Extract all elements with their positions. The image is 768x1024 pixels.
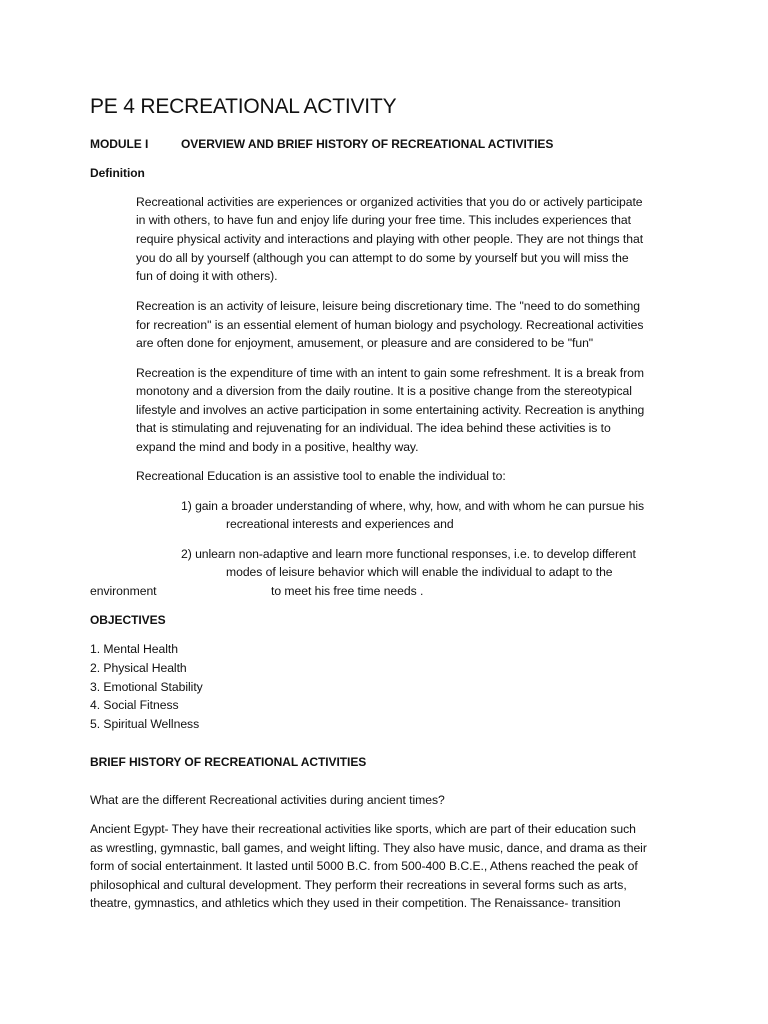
paragraph-line: Recreational activities are experiences or organized activities that you do or actively participate [136,195,643,209]
document-title: PE 4 RECREATIONAL ACTIVITY [90,95,397,118]
objective-item: 4. Social Fitness [90,698,179,712]
paragraph-line: for recreation" is an essential element of human biology and psychology. Recreational activities [136,318,644,332]
list-item-line: environment [90,584,157,598]
paragraph-line: monotony and a diversion from the daily routine. It is a positive change from the stereotypical [136,384,632,398]
objective-item: 2. Physical Health [90,661,187,675]
paragraph-line: Recreation is the expenditure of time with an intent to gain some refreshment. It is a break from [136,366,644,380]
paragraph-line: you do all by yourself (although you can attempt to do some by yourself but you will miss the [136,251,629,265]
paragraph-line: lifestyle and involves an active participation in some entertaining activity. Recreation is anything [136,403,645,417]
question-text: What are the different Recreational activities during ancient times? [90,793,445,807]
paragraph-line: philosophical and cultural development. They perform their recreations in several forms such as arts, [90,878,627,892]
paragraph-line: theatre, gymnastics, and athletics which they used in their competition. The Renaissance- transition [90,896,621,910]
paragraph-line: as wrestling, gymnastic, ball games, and weight lifting. They also have music, dance, and drama as their [90,841,647,855]
list-item-line: recreational interests and experiences and [226,517,454,531]
objective-item: 3. Emotional Stability [90,680,203,694]
paragraph-line: Ancient Egypt- They have their recreational activities like sports, which are part of their education such [90,822,636,836]
list-item-line: modes of leisure behavior which will enable the individual to adapt to the [226,565,613,579]
objective-item: 5. Spiritual Wellness [90,717,200,731]
paragraph-line: Recreation is an activity of leisure, leisure being discretionary time. The "need to do something [136,299,640,313]
objective-item: 1. Mental Health [90,642,178,656]
paragraph-line: expand the mind and body in a positive, healthy way. [136,440,419,454]
list-item-line: 2) unlearn non-adaptive and learn more functional responses, i.e. to develop different [181,547,636,561]
paragraph-line: in with others, to have fun and enjoy life during your free time. This includes experiences that [136,213,631,227]
list-item-line: to meet his free time needs . [271,584,424,598]
objectives-heading: OBJECTIVES [90,613,166,627]
paragraph-line: form of social entertainment. It lasted until 5000 B.C. from 500-400 B.C.E., Athens reached the peak of [90,859,638,873]
paragraph-line: require physical activity and interactions and playing with other people. They are not things that [136,232,644,246]
paragraph-line: Recreational Education is an assistive tool to enable the individual to: [136,469,506,483]
paragraph-line: that is stimulating and rejuvenating for an individual. The idea behind these activities is to [136,421,611,435]
paragraph-line: fun of doing it with others). [136,269,278,283]
definition-heading: Definition [90,166,145,180]
module-heading: OVERVIEW AND BRIEF HISTORY OF RECREATIONAL ACTIVITIES [181,137,554,151]
history-heading: BRIEF HISTORY OF RECREATIONAL ACTIVITIES [90,755,367,769]
paragraph-line: are often done for enjoyment, amusement, or pleasure and are considered to be "fun" [136,336,594,350]
module-label: MODULE I [90,137,149,151]
list-item-line: 1) gain a broader understanding of where, why, how, and with whom he can pursue his [181,499,645,513]
